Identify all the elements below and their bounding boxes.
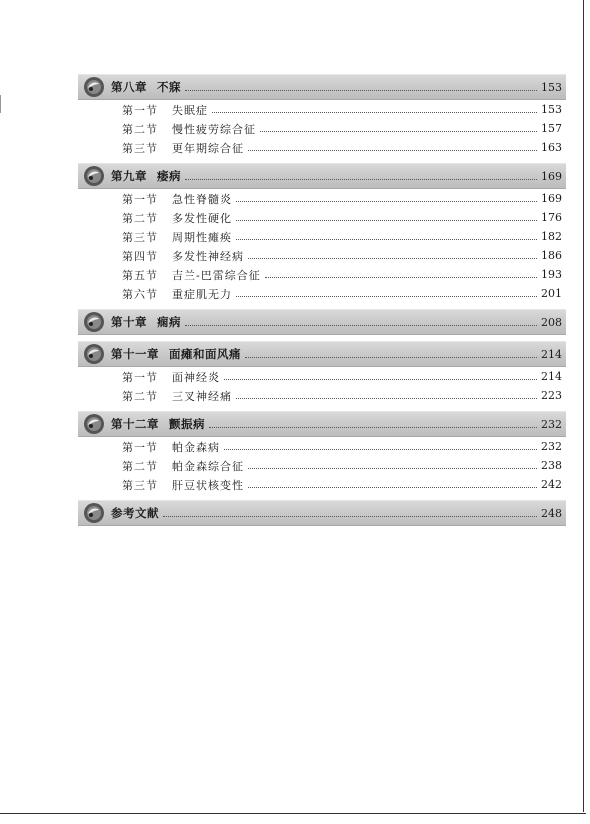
page-number: 232 bbox=[541, 440, 562, 453]
toc-section[interactable] bbox=[78, 138, 566, 157]
section-title: 慢性疲劳综合征 bbox=[172, 122, 256, 136]
dot-leader bbox=[248, 487, 537, 488]
page-number: 169 bbox=[541, 192, 562, 205]
page-number: 208 bbox=[541, 315, 562, 329]
dot-leader bbox=[248, 468, 537, 469]
dot-leader bbox=[236, 296, 537, 297]
section-number: 第一节 bbox=[122, 103, 158, 117]
section-number: 第一节 bbox=[122, 440, 158, 454]
section-title: 周期性瘫痪 bbox=[172, 230, 232, 244]
toc-section[interactable] bbox=[78, 208, 566, 227]
dot-leader bbox=[236, 239, 537, 240]
section-title: 帕金森病 bbox=[172, 440, 220, 454]
toc-section[interactable] bbox=[78, 119, 566, 138]
section-number: 第二节 bbox=[122, 389, 158, 403]
dot-leader bbox=[224, 449, 537, 450]
chapter-number: 第九章 bbox=[111, 169, 147, 183]
chapter-number: 第十二章 bbox=[111, 417, 159, 431]
dot-leader bbox=[209, 427, 537, 428]
toc-section[interactable] bbox=[78, 100, 566, 119]
dot-leader bbox=[265, 277, 537, 278]
page-number: 153 bbox=[541, 103, 562, 116]
dot-leader bbox=[185, 90, 537, 91]
section-number: 第一节 bbox=[122, 192, 158, 206]
toc-chapter[interactable] bbox=[78, 411, 566, 437]
section-number: 第五节 bbox=[122, 268, 158, 282]
page-number: 232 bbox=[541, 417, 562, 431]
toc-section[interactable] bbox=[78, 246, 566, 265]
section-number: 第三节 bbox=[122, 478, 158, 492]
section-title: 肝豆状核变性 bbox=[172, 478, 244, 492]
chapter-title: 痫病 bbox=[157, 315, 181, 329]
page-number: 242 bbox=[541, 478, 562, 491]
dot-leader bbox=[185, 325, 537, 326]
chapter-bullet-icon bbox=[83, 76, 105, 98]
section-list bbox=[78, 100, 566, 157]
section-title: 吉兰-巴雷综合征 bbox=[172, 268, 261, 282]
section-number: 第四节 bbox=[122, 249, 158, 263]
chapter-title: 痿病 bbox=[157, 169, 181, 183]
chapter-number: 第八章 bbox=[111, 80, 147, 94]
section-list bbox=[78, 437, 566, 494]
toc-chapter[interactable] bbox=[78, 74, 566, 100]
page-number: 248 bbox=[541, 506, 562, 520]
page-number: 163 bbox=[541, 141, 562, 154]
toc-chapter[interactable] bbox=[78, 341, 566, 367]
page-number: 238 bbox=[541, 459, 562, 472]
page-number: 157 bbox=[541, 122, 562, 135]
toc-section[interactable] bbox=[78, 386, 566, 405]
toc-section[interactable] bbox=[78, 475, 566, 494]
page-number: 214 bbox=[541, 370, 562, 383]
dot-leader bbox=[236, 398, 537, 399]
page-number: 193 bbox=[541, 268, 562, 281]
section-title: 重症肌无力 bbox=[172, 287, 232, 301]
section-title: 急性脊髓炎 bbox=[172, 192, 232, 206]
page-number: 169 bbox=[541, 169, 562, 183]
dot-leader bbox=[163, 516, 537, 517]
toc-section[interactable] bbox=[78, 367, 566, 386]
toc-section[interactable] bbox=[78, 227, 566, 246]
chapter-number: 第十一章 bbox=[111, 347, 159, 361]
table-of-contents bbox=[78, 74, 566, 526]
toc-chapter[interactable] bbox=[78, 309, 566, 335]
section-list bbox=[78, 189, 566, 303]
section-title: 面神经炎 bbox=[172, 370, 220, 384]
toc-section[interactable] bbox=[78, 265, 566, 284]
section-title: 更年期综合征 bbox=[172, 141, 244, 155]
dot-leader bbox=[260, 131, 537, 132]
page-number: 176 bbox=[541, 211, 562, 224]
section-title: 多发性硬化 bbox=[172, 211, 232, 225]
page-number: 182 bbox=[541, 230, 562, 243]
chapter-title: 颤振病 bbox=[169, 417, 205, 431]
section-title: 三叉神经痛 bbox=[172, 389, 232, 403]
chapter-bullet-icon bbox=[83, 165, 105, 187]
page-bottom-edge bbox=[0, 813, 586, 814]
section-number: 第二节 bbox=[122, 459, 158, 473]
page-number: 201 bbox=[541, 287, 562, 300]
page-number: 223 bbox=[541, 389, 562, 402]
dot-leader bbox=[245, 357, 537, 358]
chapter-bullet-icon bbox=[83, 343, 105, 365]
scan-mark bbox=[0, 95, 1, 113]
toc-references[interactable] bbox=[78, 500, 566, 526]
page-number: 186 bbox=[541, 249, 562, 262]
dot-leader bbox=[212, 112, 537, 113]
chapter-title: 不寐 bbox=[157, 80, 181, 94]
page-right-edge bbox=[583, 0, 584, 812]
dot-leader bbox=[236, 201, 537, 202]
section-title: 多发性神经病 bbox=[172, 249, 244, 263]
toc-chapter[interactable] bbox=[78, 163, 566, 189]
chapter-bullet-icon bbox=[83, 311, 105, 333]
section-number: 第二节 bbox=[122, 211, 158, 225]
section-title: 失眠症 bbox=[172, 103, 208, 117]
toc-section[interactable] bbox=[78, 284, 566, 303]
section-list bbox=[78, 367, 566, 405]
toc-section[interactable] bbox=[78, 456, 566, 475]
page-number: 214 bbox=[541, 347, 562, 361]
chapter-title: 面瘫和面风痛 bbox=[169, 347, 241, 361]
chapter-bullet-icon bbox=[83, 502, 105, 524]
chapter-title: 参考文献 bbox=[111, 506, 159, 520]
toc-section[interactable] bbox=[78, 437, 566, 456]
dot-leader bbox=[185, 179, 537, 180]
section-number: 第三节 bbox=[122, 141, 158, 155]
section-number: 第一节 bbox=[122, 370, 158, 384]
chapter-number: 第十章 bbox=[111, 315, 147, 329]
dot-leader bbox=[248, 258, 537, 259]
toc-section[interactable] bbox=[78, 189, 566, 208]
dot-leader bbox=[236, 220, 537, 221]
section-number: 第三节 bbox=[122, 230, 158, 244]
section-number: 第六节 bbox=[122, 287, 158, 301]
page-number: 153 bbox=[541, 80, 562, 94]
dot-leader bbox=[224, 379, 537, 380]
section-title: 帕金森综合征 bbox=[172, 459, 244, 473]
dot-leader bbox=[248, 150, 537, 151]
section-number: 第二节 bbox=[122, 122, 158, 136]
chapter-bullet-icon bbox=[83, 413, 105, 435]
